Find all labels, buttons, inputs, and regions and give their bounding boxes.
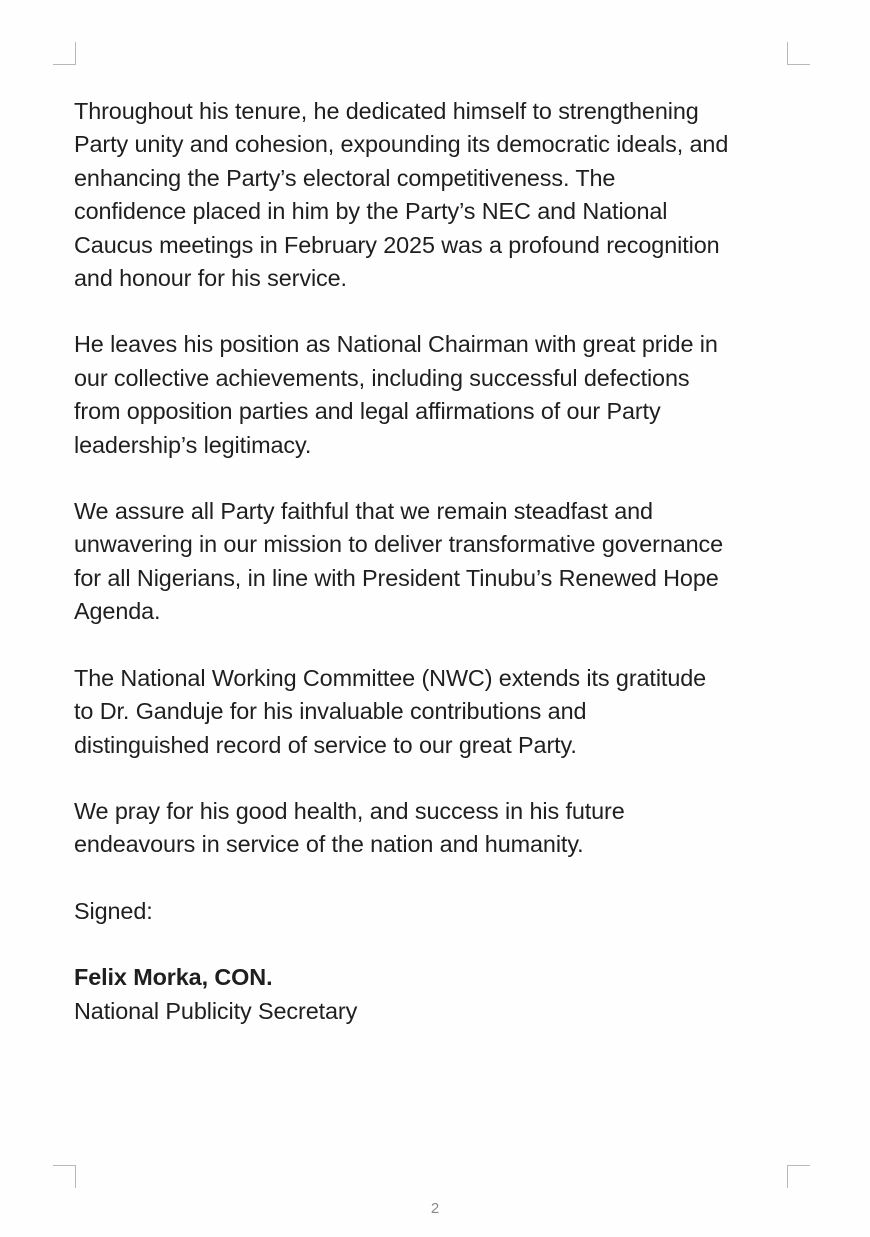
paragraph-prayer: We pray for his good health, and success in his future endeavours in service of the nation and humanity.	[74, 797, 625, 858]
signed-label: Signed:	[74, 897, 153, 924]
page-number: 2	[430, 1200, 440, 1217]
crop-mark-bottom-right	[787, 1165, 810, 1188]
signature-block	[74, 961, 804, 1028]
crop-mark-top-right	[787, 42, 810, 65]
document-body	[74, 95, 804, 1028]
paragraph-assurance: We assure all Party faithful that we remain steadfast and unwavering in our mission to deliver transformative governance for all Nigerians, in line with President Tinubu’s Renewed Hope Agenda.	[74, 498, 724, 625]
paragraph-tenure: Throughout his tenure, he dedicated himself to strengthening Party unity and cohesion, expounding its democratic ideals, and enhancing the Party’s electoral competitiveness. The confidence placed in him by the Party’s NEC and National Caucus meetings in February 2025 was a profound recognition and honour for his service.	[74, 98, 729, 292]
crop-mark-top-left	[53, 42, 76, 65]
signatory-title: National Publicity Secretary	[74, 997, 358, 1024]
crop-mark-bottom-left	[53, 1165, 76, 1188]
paragraph-leaves-position: He leaves his position as National Chairman with great pride in our collective achievements, including successful defections from opposition parties and legal affirmations of our Party leadership’s legitimacy.	[74, 331, 718, 458]
paragraph-nwc-gratitude: The National Working Committee (NWC) extends its gratitude to Dr. Ganduje for his invaluable contributions and distinguished record of service to our great Party.	[74, 664, 707, 758]
signatory-name: Felix Morka, CON.	[74, 964, 273, 991]
